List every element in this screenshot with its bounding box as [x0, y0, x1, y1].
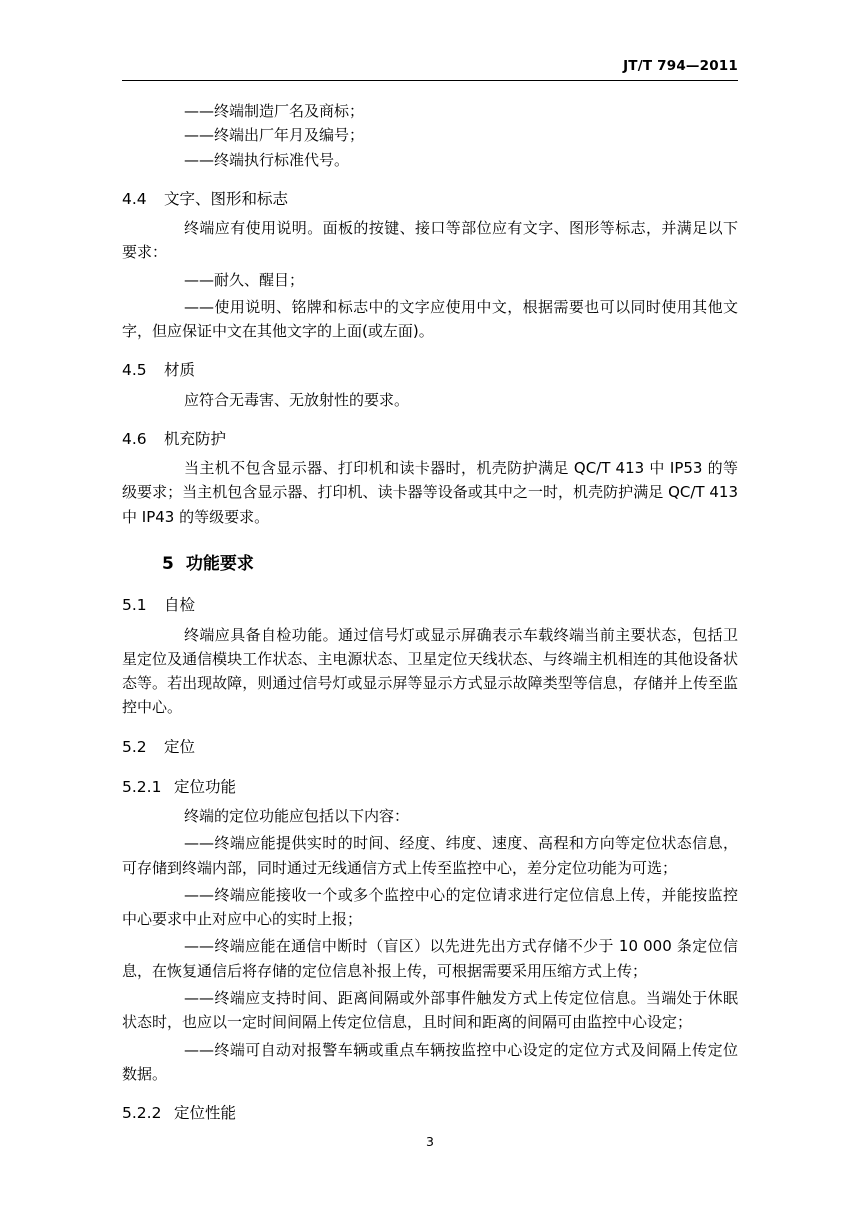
- paragraph: 终端应有使用说明。面板的按键、接口等部位应有文字、图形等标志，并满足以下要求：: [122, 219, 738, 262]
- clause-number: 5.1: [122, 596, 147, 615]
- clause-number: 5.2.2: [122, 1104, 162, 1123]
- clause-title: 自检: [164, 596, 196, 615]
- clause-number: 4.4: [122, 189, 147, 208]
- clause-heading: [122, 775, 738, 800]
- clause-number: 5.2: [122, 737, 147, 756]
- chapter-number: 5: [162, 553, 174, 574]
- chapter-heading: [122, 551, 738, 579]
- clause-heading: [122, 593, 738, 618]
- clause-heading: [122, 735, 738, 760]
- list-item: ——终端执行标准代号。: [184, 150, 350, 169]
- clause-number: 4.5: [122, 361, 147, 380]
- body-area: [122, 81, 738, 1126]
- paragraph: 终端应具备自检功能。通过信号灯或显示屏确表示车载终端当前主要状态，包括卫星定位及通信模块工作状态、主电源状态、卫星定位天线状态、与终端主机相连的其他设备状态等。若出现故障，则通过信号灯或显示屏等显示方式显示故障类型等信息，存储并上传至监控中心。: [122, 625, 738, 717]
- clause-title: 定位: [164, 737, 196, 756]
- paragraph: ——耐久、醒目；: [184, 270, 305, 289]
- page-footer: [0, 1134, 860, 1149]
- list-item: ——终端出厂年月及编号；: [184, 126, 365, 145]
- chapter-title: 功能要求: [185, 553, 254, 574]
- clause-heading: [122, 358, 738, 383]
- paragraph: 终端的定位功能应包括以下内容：: [184, 806, 410, 825]
- clause-heading: [122, 427, 738, 452]
- paragraph: ——终端应能提供实时的时间、经度、纬度、速度、高程和方向等定位状态信息，可存储到终端内部，同时通过无线通信方式上传至监控中心，差分定位功能为可选；: [122, 834, 738, 877]
- list-item: ——终端制造厂名及商标；: [184, 102, 365, 120]
- clause-title: 文字、图形和标志: [164, 189, 289, 208]
- paragraph: 应符合无毒害、无放射性的要求。: [184, 390, 410, 409]
- page-content: [122, 0, 738, 1130]
- page-header: [122, 0, 738, 81]
- paragraph: 当主机不包含显示器、打印机和读卡器时，机壳防护满足 QC/T 413 中 IP53 的等级要求；当主机包含显示器、打印机、读卡器等设备或其中之一时，机壳防护满足 QC/T 413 中 IP43 的等级要求。: [122, 459, 738, 526]
- paragraph: ——终端应支持时间、距离间隔或外部事件触发方式上传定位信息。当端处于休眠状态时，也应以一定时间间隔上传定位信息，且时间和距离的间隔可由监控中心设定；: [122, 989, 738, 1032]
- clause-title: 机充防护: [164, 429, 227, 448]
- clause-title: 定位性能: [174, 1104, 237, 1123]
- paragraph: ——终端应能接收一个或多个监控中心的定位请求进行定位信息上传，并能按监控中心要求中止对应中心的实时上报；: [122, 885, 738, 929]
- paragraph: ——使用说明、铭牌和标志中的文字应使用中文，根据需要也可以同时使用其他文字，但应保证中文在其他文字的上面(或左面)。: [122, 297, 738, 341]
- clause-title: 材质: [164, 361, 196, 380]
- page-number: 3: [426, 1134, 434, 1149]
- clause-heading: [122, 1101, 738, 1126]
- clause-number: 5.2.1: [122, 777, 162, 796]
- standard-id: JT/T 794—2011: [623, 58, 738, 74]
- clause-title: 定位功能: [174, 777, 237, 796]
- clause-heading: [122, 187, 738, 212]
- clause-number: 4.6: [122, 429, 147, 448]
- paragraph: ——终端应能在通信中断时（盲区）以先进先出方式存储不少于 10 000 条定位信息，在恢复通信后将存储的定位信息补报上传，可根据需要采用压缩方式上传；: [122, 937, 738, 980]
- paragraph: ——终端可自动对报警车辆或重点车辆按监控中心设定的定位方式及间隔上传定位数据。: [122, 1040, 738, 1083]
